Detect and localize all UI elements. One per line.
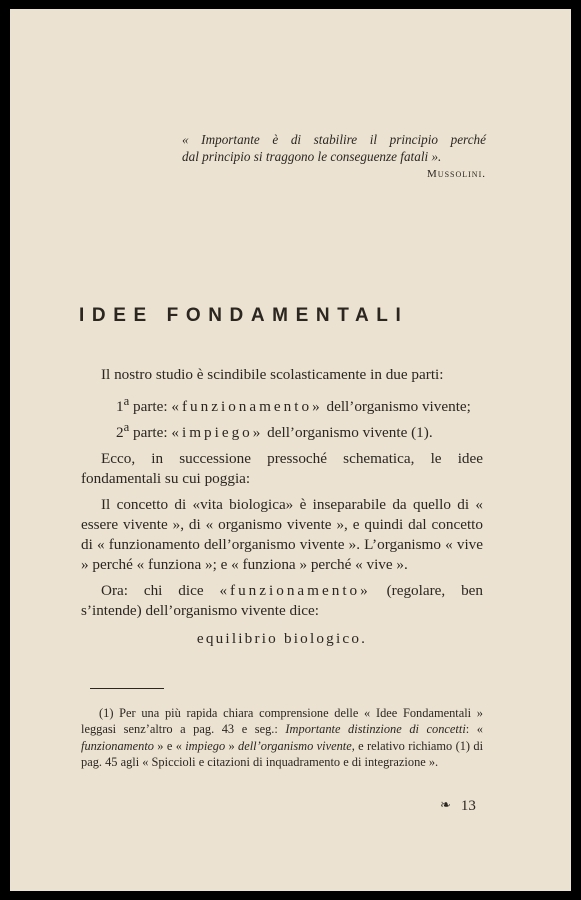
list-item-1-term: «funzionamento» bbox=[171, 398, 323, 416]
list-item-2-sup: a bbox=[123, 420, 130, 435]
footnote-part-e: » e « bbox=[153, 738, 186, 753]
epigraph-line-2: dal principio si traggono le conseguenze fatali ». bbox=[182, 149, 442, 164]
paragraph-intro: Il nostro studio è scindibile scolasticamente in due parti: bbox=[101, 366, 444, 383]
footnote-part-c: : « bbox=[465, 722, 483, 737]
list-item-1-sup: a bbox=[123, 394, 130, 408]
list-item-2 bbox=[81, 417, 483, 443]
list-item-2-number: 2 bbox=[116, 424, 124, 442]
book-page bbox=[10, 9, 571, 891]
paragraph-conclusion-term: «funzionamento» bbox=[219, 582, 371, 600]
footnote-rule bbox=[90, 688, 164, 689]
page-number: 13 bbox=[460, 798, 476, 814]
fleuron-icon: ❧ bbox=[440, 797, 451, 812]
chapter-heading: IDEE FONDAMENTALI bbox=[79, 305, 409, 326]
footnote-text bbox=[81, 705, 483, 771]
footnote-part-a: (1) Per una più rapida chiara comprensione delle « Idee Fondamentali » leggasi senz’altro a pag. 43 e seg.: bbox=[81, 706, 483, 737]
paragraph-conclusion-suffix: (regolare, ben s’intende) dell’organismo vivente dice: bbox=[81, 582, 483, 620]
footnote-part-f: impiego bbox=[185, 738, 226, 753]
list-item-2-term: «impiego» bbox=[171, 424, 264, 442]
epigraph-author: Mussolini. bbox=[427, 168, 486, 180]
list-item-1-suffix: dell’organismo vivente; bbox=[322, 398, 471, 416]
footnote-part-d: funzionamento bbox=[81, 738, 154, 753]
footnote bbox=[81, 705, 483, 771]
footnote-part-i: , e relativo richiamo (1) di pag. 45 agli « Spiccioli e citazioni di inquadramento e di integrazione ». bbox=[81, 738, 484, 770]
paragraph-concept: Il concetto di «vita biologica» è inseparabile da quello di « essere vivente », di « organismo vivente », e quindi dal concetto di « funzionamento dell’organismo vivente ». L’organismo « vive » perché « funziona »; e « funziona » perché « vive ». bbox=[81, 496, 483, 574]
paragraph-equilibrium: equilibrio biologico. bbox=[196, 630, 368, 648]
footnote-part-b: Importante distinzione di concetti bbox=[285, 722, 466, 737]
paragraph-conclusion bbox=[81, 581, 483, 621]
list-item-2-mid: parte: bbox=[129, 424, 172, 442]
page-folio bbox=[440, 797, 476, 815]
list-item-2-suffix: dell’organismo vivente (1). bbox=[263, 424, 433, 442]
paragraph-conclusion-prefix: Ora: chi dice bbox=[101, 582, 220, 600]
paragraph-ideas: Ecco, in successione pressoché schematica, le idee fondamentali su cui poggia: bbox=[81, 450, 483, 488]
epigraph-line-1: « Importante è di stabilire il principio perché bbox=[182, 132, 486, 147]
epigraph bbox=[182, 131, 486, 183]
footnote-part-g: » bbox=[225, 738, 239, 753]
list-item-1-number: 1 bbox=[116, 398, 124, 416]
list-item-1 bbox=[81, 391, 483, 417]
body-text bbox=[81, 365, 483, 655]
list-item-1-mid: parte: bbox=[129, 398, 172, 416]
footnote-part-h: dell’organismo vivente bbox=[238, 738, 352, 753]
